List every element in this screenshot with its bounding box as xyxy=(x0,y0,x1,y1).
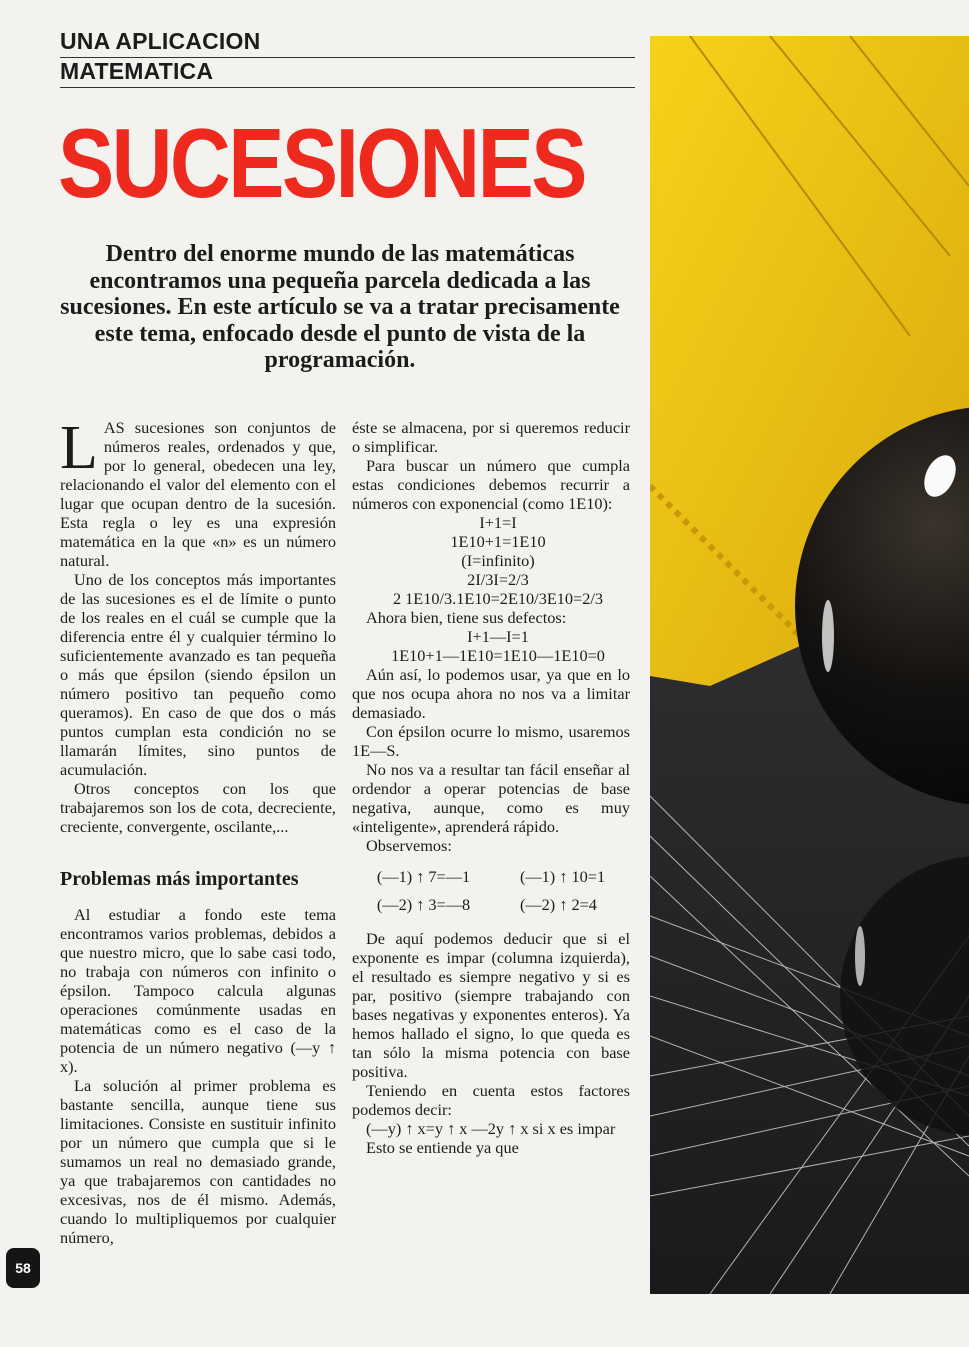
section-label xyxy=(60,28,635,88)
page-number: 58 xyxy=(6,1248,40,1288)
formula: 2 1E10/3.1E10=2E10/3E10=2/3 xyxy=(392,589,604,608)
formula: 1E10+1=1E10 xyxy=(450,532,546,551)
power-example: (—1) ↑ 7=—1 xyxy=(376,867,471,886)
sphere-reflection xyxy=(822,600,834,672)
even-exponent-column xyxy=(520,863,605,919)
subheading: Problemas más importantes xyxy=(60,868,299,890)
paragraph: Otros conceptos con los que trabajaremos son los de cota, decreciente, creciente, convergente, oscilante,... xyxy=(60,779,336,836)
text-column-1 xyxy=(60,414,336,1247)
power-example: (—2) ↑ 2=4 xyxy=(519,895,597,914)
paragraph: Con épsilon ocurre lo mismo, usaremos 1E—S. xyxy=(352,722,630,760)
paragraph: éste se almacena, por si queremos reducir o simplificar. xyxy=(352,418,630,456)
lead-paragraph: Dentro del enorme mundo de las matemáticas encontramos una pequeña parcela dedicada a las sucesiones. En este artículo se va a tratar precisamente este tema, enfocado desde el punto de vista de la programación. xyxy=(60,241,620,373)
paragraph: Esto se entiende ya que xyxy=(366,1138,519,1157)
paragraph: Al estudiar a fondo este tema encontramos varios problemas, debidos a que nuestro micro, que lo sabe casi todo, no trabaja con números con infinito o épsilon. Tampoco calcula algunas operaciones comúnmente usadas en matemáticas como es el caso de la potencia de un número negativo (—y ↑ x). xyxy=(60,905,336,1076)
formula: I+1=I xyxy=(479,513,517,532)
text-column-2 xyxy=(352,418,630,1157)
decorative-photo xyxy=(650,36,969,1294)
power-example: (—2) ↑ 3=—8 xyxy=(376,895,471,914)
paragraph: Teniendo en cuenta estos factores podemos decir: xyxy=(352,1081,630,1119)
paragraph: La solución al primer problema es bastante sencilla, aunque tiene sus limitaciones. Consiste en sustituir infinito por un número que cumpla que si le sumamos un real no demasiado grande, ya que trabajaremos con cantidades no excesivas, nos de él mismo. Además, cuando lo multipliquemos por cualquier número, xyxy=(60,1076,336,1247)
drop-cap: L xyxy=(60,414,98,482)
power-examples xyxy=(352,863,630,919)
paragraph-text: AS sucesiones son conjuntos de números reales, ordenados y que, por lo general, obedecen una ley, relacionando el valor del elemento con el lugar que ocupan dentro de la sucesión. Esta regla o ley es una expresión matemática en la que «n» es un número natural. xyxy=(60,418,336,570)
paragraph: Ahora bien, tiene sus defectos: xyxy=(366,608,567,627)
paragraph xyxy=(60,414,336,570)
paragraph: De aquí podemos deducir que si el exponente es impar (columna izquierda), el resultado es siempre negativo y si es par, positivo (siempre trabajando con bases negativas y exponentes enteros). Ya hemos hallado el signo, lo que queda es tan sólo la misma potencia con base positiva. xyxy=(352,929,630,1081)
formula: 1E10+1—1E10=1E10—1E10=0 xyxy=(391,646,605,665)
paragraph: No nos va a resultar tan fácil enseñar al ordendor a operar potencias de base negativa, aunque, como es muy «inteligente», aprenderá rápido. xyxy=(352,760,630,836)
photo-illustration xyxy=(650,36,969,1294)
power-example: (—1) ↑ 10=1 xyxy=(519,867,606,886)
paragraph: Para buscar un número que cumpla estas condiciones debemos recurrir a números con exponencial (como 1E10): xyxy=(352,456,630,513)
paragraph: Uno de los conceptos más importantes de las sucesiones es el de límite o punto de los reales en el cuál se cumple que la diferencia entre él y cualquier término lo suficientemente avanzado es tan pequeña o más que épsilon (siendo épsilon un número positivo tan pequeño como queramos). En caso de que dos o más puntos cumplan esta condición no se llamarán límites, sino puntos de acumulación. xyxy=(60,570,336,779)
formula: (I=infinito) xyxy=(461,551,535,570)
headline: SUCESIONES xyxy=(58,108,585,218)
formula: I+1—I=1 xyxy=(467,627,529,646)
section-label-line-1: UNA APLICACION xyxy=(60,28,635,58)
section-label-line-2: MATEMATICA xyxy=(60,58,635,88)
paragraph: Aún así, lo podemos usar, ya que en lo que nos ocupa ahora no nos va a limitar demasiado. xyxy=(352,665,630,722)
lower-highlight xyxy=(855,926,865,986)
formula: (—y) ↑ x=y ↑ x —2y ↑ x si x es impar xyxy=(366,1119,616,1138)
paragraph: Observemos: xyxy=(366,836,452,855)
formula: 2I/3I=2/3 xyxy=(467,570,529,589)
odd-exponent-column xyxy=(377,863,470,919)
